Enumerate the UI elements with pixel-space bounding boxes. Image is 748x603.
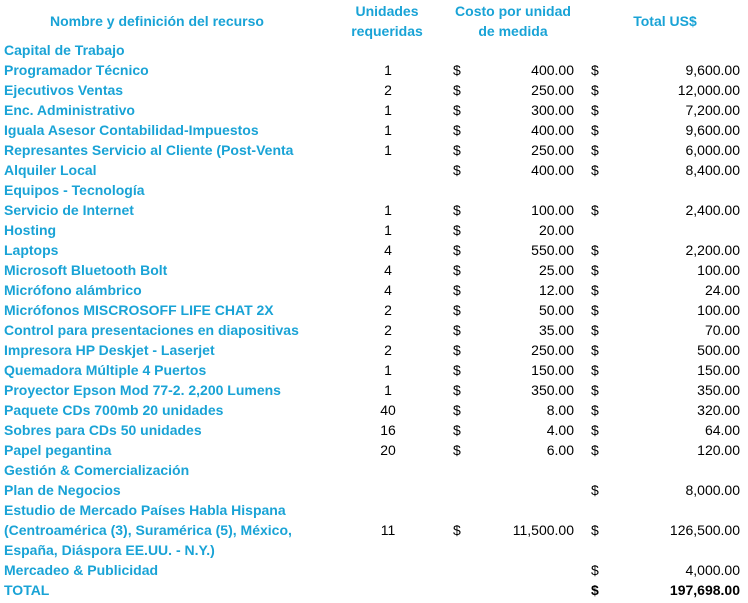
units-cell: 4 <box>384 262 392 278</box>
resource-name: Micrófonos MISCROSOFF LIFE CHAT 2X <box>4 302 274 318</box>
total-currency: $ <box>591 302 599 318</box>
total-cell: 500.00 <box>697 342 740 358</box>
unit-cost-cell: 300.00 <box>531 102 574 118</box>
unit-cost-cell: 12.00 <box>538 282 574 298</box>
total-cell: 8,400.00 <box>685 162 740 178</box>
cost-currency: $ <box>453 302 461 318</box>
resource-name: Programador Técnico <box>4 62 149 78</box>
resource-name: Represantes Servicio al Cliente (Post-Venta <box>4 142 294 158</box>
resource-name: Mercadeo & Publicidad <box>4 562 159 578</box>
total-cell: 70.00 <box>704 322 740 338</box>
total-cell: 12,000.00 <box>677 82 740 98</box>
total-cell: 9,600.00 <box>685 62 740 78</box>
total-currency: $ <box>591 522 599 538</box>
resource-name: Ejecutivos Ventas <box>4 82 124 98</box>
cost-currency: $ <box>453 262 461 278</box>
header-name: Nombre y definición del recurso <box>50 13 264 29</box>
resource-name: Sobres para CDs 50 unidades <box>4 422 202 438</box>
units-cell: 16 <box>380 422 396 438</box>
total-currency: $ <box>591 142 599 158</box>
units-cell: 1 <box>384 222 392 238</box>
cost-currency: $ <box>453 402 461 418</box>
total-currency: $ <box>591 282 599 298</box>
total-currency: $ <box>591 102 599 118</box>
total-currency: $ <box>591 242 599 258</box>
total-currency: $ <box>591 62 599 78</box>
resource-name: Hosting <box>4 222 57 238</box>
unit-cost-cell: 25.00 <box>538 262 574 278</box>
table-row <box>0 140 748 160</box>
units-cell: 2 <box>384 322 392 338</box>
total-cell: 2,400.00 <box>685 202 740 218</box>
unit-cost-cell: 6.00 <box>546 442 574 458</box>
total-cell: 197,698.00 <box>669 582 740 598</box>
table-row <box>0 380 748 400</box>
unit-cost-cell: 550.00 <box>531 242 574 258</box>
total-cell: 9,600.00 <box>685 122 740 138</box>
cost-currency: $ <box>453 442 461 458</box>
total-currency: $ <box>591 82 599 98</box>
resource-name: Servicio de Internet <box>4 202 134 218</box>
table-row <box>0 220 748 240</box>
total-currency: $ <box>591 322 599 338</box>
unit-cost-cell: 20.00 <box>538 222 574 238</box>
resource-name: España, Diáspora EE.UU. - N.Y.) <box>4 542 215 558</box>
unit-cost-cell: 11,500.00 <box>512 522 574 538</box>
total-currency: $ <box>591 362 599 378</box>
unit-cost-cell: 50.00 <box>538 302 574 318</box>
header-total: Total US$ <box>633 13 697 29</box>
total-cell: 8,000.00 <box>685 482 740 498</box>
total-cell: 2,200.00 <box>685 242 740 258</box>
unit-cost-cell: 400.00 <box>531 162 574 178</box>
header-cost-line2: de medida <box>478 23 548 39</box>
cost-currency: $ <box>453 422 461 438</box>
resource-name: Micrófono alámbrico <box>4 282 142 298</box>
table-row <box>0 580 748 600</box>
resource-name: Enc. Administrativo <box>4 102 135 118</box>
resource-name: Control para presentaciones en diapositivas <box>4 322 299 338</box>
resource-name: TOTAL <box>4 582 50 598</box>
resource-name: Alquiler Local <box>4 162 97 178</box>
total-cell: 150.00 <box>697 362 740 378</box>
resource-name: Proyector Epson Mod 77-2. 2,200 Lumens <box>4 382 281 398</box>
cost-currency: $ <box>453 342 461 358</box>
resource-name: Impresora HP Deskjet - Laserjet <box>4 342 215 358</box>
total-cell: 126,500.00 <box>669 522 740 538</box>
table-row <box>0 460 748 480</box>
units-cell: 40 <box>380 402 396 418</box>
resource-name: Laptops <box>4 242 59 258</box>
unit-cost-cell: 250.00 <box>531 342 574 358</box>
cost-currency: $ <box>453 82 461 98</box>
header-cost-line1: Costo por unidad <box>455 3 571 19</box>
table-row <box>0 360 748 380</box>
total-currency: $ <box>591 342 599 358</box>
table-row <box>0 540 748 560</box>
total-cell: 4,000.00 <box>685 562 740 578</box>
units-cell: 1 <box>384 62 392 78</box>
table-row <box>0 240 748 260</box>
unit-cost-cell: 400.00 <box>531 122 574 138</box>
table-row <box>0 560 748 580</box>
resource-name: Estudio de Mercado Países Habla Hispana <box>4 502 286 518</box>
cost-currency: $ <box>453 522 461 538</box>
cost-currency: $ <box>453 162 461 178</box>
total-cell: 6,000.00 <box>685 142 740 158</box>
units-cell: 1 <box>384 102 392 118</box>
table-row <box>0 520 748 540</box>
unit-cost-cell: 250.00 <box>531 142 574 158</box>
units-cell: 1 <box>384 362 392 378</box>
total-currency: $ <box>591 122 599 138</box>
unit-cost-cell: 35.00 <box>538 322 574 338</box>
cost-currency: $ <box>453 142 461 158</box>
cost-currency: $ <box>453 62 461 78</box>
table-row <box>0 200 748 220</box>
table-row <box>0 500 748 520</box>
total-currency: $ <box>591 442 599 458</box>
total-currency: $ <box>591 482 599 498</box>
unit-cost-cell: 350.00 <box>531 382 574 398</box>
resource-name: Papel pegantina <box>4 442 112 458</box>
resource-name: Microsoft Bluetooth Bolt <box>4 262 168 278</box>
table-row <box>0 300 748 320</box>
total-cell: 7,200.00 <box>685 102 740 118</box>
cost-currency: $ <box>453 382 461 398</box>
cost-currency: $ <box>453 102 461 118</box>
resource-name: Iguala Asesor Contabilidad-Impuestos <box>4 122 259 138</box>
total-currency: $ <box>591 582 599 598</box>
cost-currency: $ <box>453 242 461 258</box>
table-row <box>0 40 748 60</box>
resource-name: Plan de Negocios <box>4 482 121 498</box>
table-row <box>0 60 748 80</box>
total-currency: $ <box>591 262 599 278</box>
total-cell: 64.00 <box>704 422 740 438</box>
table-row <box>0 180 748 200</box>
units-cell: 1 <box>384 202 392 218</box>
unit-cost-cell: 150.00 <box>531 362 574 378</box>
cost-currency: $ <box>453 362 461 378</box>
table-row <box>0 420 748 440</box>
resource-name: Gestión & Comercialización <box>4 462 190 478</box>
table-row <box>0 80 748 100</box>
total-cell: 120.00 <box>697 442 740 458</box>
units-cell: 1 <box>384 122 392 138</box>
units-cell: 2 <box>384 82 392 98</box>
total-cell: 100.00 <box>697 262 740 278</box>
resource-name: Quemadora Múltiple 4 Puertos <box>4 362 207 378</box>
table-row <box>0 340 748 360</box>
total-currency: $ <box>591 422 599 438</box>
table-row <box>0 320 748 340</box>
total-cell: 24.00 <box>704 282 740 298</box>
units-cell: 4 <box>384 282 392 298</box>
unit-cost-cell: 250.00 <box>531 82 574 98</box>
total-currency: $ <box>591 562 599 578</box>
cost-currency: $ <box>453 322 461 338</box>
unit-cost-cell: 8.00 <box>546 402 574 418</box>
total-cell: 350.00 <box>697 382 740 398</box>
total-cell: 100.00 <box>697 302 740 318</box>
total-currency: $ <box>591 382 599 398</box>
units-cell: 1 <box>384 382 392 398</box>
cost-currency: $ <box>453 282 461 298</box>
resource-name: Equipos - Tecnología <box>4 182 145 198</box>
table-row <box>0 120 748 140</box>
units-cell: 20 <box>380 442 396 458</box>
units-cell: 2 <box>384 342 392 358</box>
table-row <box>0 440 748 460</box>
table-row <box>0 400 748 420</box>
resource-name: Paquete CDs 700mb 20 unidades <box>4 402 224 418</box>
units-cell: 11 <box>380 522 396 538</box>
units-cell: 4 <box>384 242 392 258</box>
table-row <box>0 100 748 120</box>
header-units-line1: Unidades <box>355 3 419 19</box>
resource-name: (Centroamérica (3), Suramérica (5), México, <box>4 522 292 538</box>
total-currency: $ <box>591 402 599 418</box>
table-row <box>0 160 748 180</box>
cost-currency: $ <box>453 222 461 238</box>
cost-currency: $ <box>453 122 461 138</box>
cost-currency: $ <box>453 202 461 218</box>
total-currency: $ <box>591 162 599 178</box>
unit-cost-cell: 100.00 <box>531 202 574 218</box>
unit-cost-cell: 400.00 <box>531 62 574 78</box>
header-units-line2: requeridas <box>351 23 423 39</box>
unit-cost-cell: 4.00 <box>546 422 574 438</box>
total-cell: 320.00 <box>697 402 740 418</box>
units-cell: 2 <box>384 302 392 318</box>
resource-name: Capital de Trabajo <box>4 42 125 58</box>
table-row <box>0 280 748 300</box>
table-row <box>0 260 748 280</box>
table-row <box>0 480 748 500</box>
units-cell: 1 <box>384 142 392 158</box>
total-currency: $ <box>591 202 599 218</box>
